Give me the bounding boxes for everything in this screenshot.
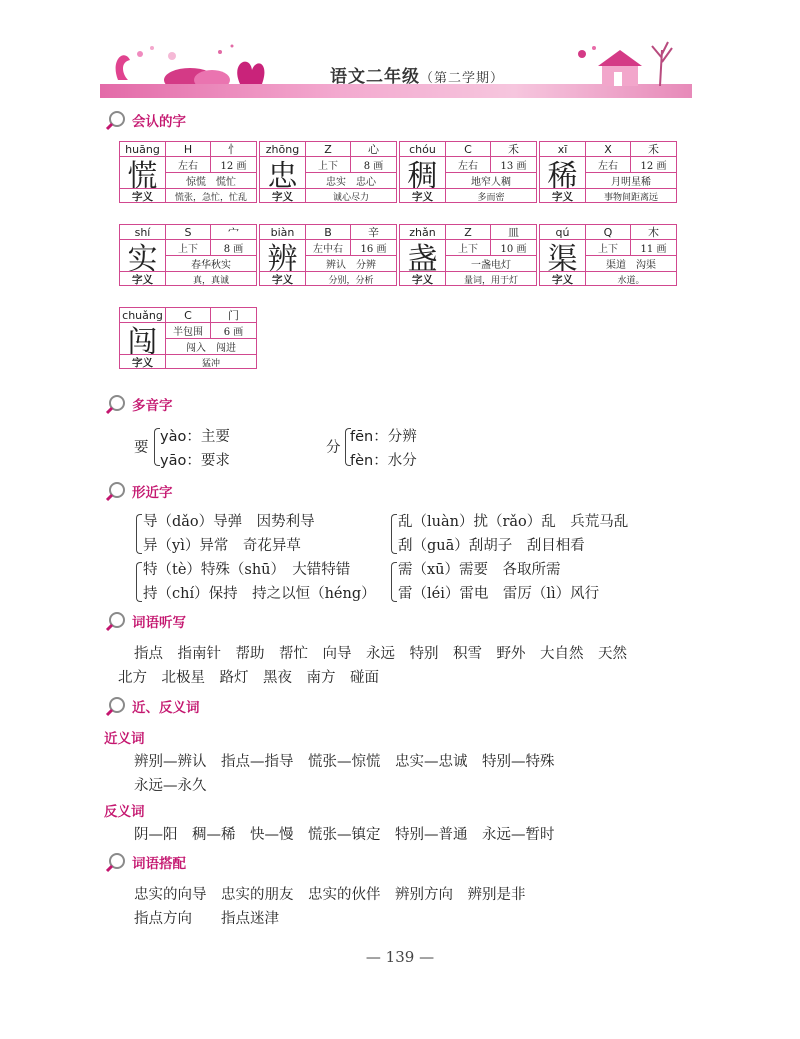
card-char: 慌 [120, 157, 166, 188]
polyphone-reading: fèn：水分 [350, 453, 417, 469]
magnifier-icon [104, 480, 130, 502]
card-char: 盏 [400, 240, 446, 271]
brace [136, 514, 142, 554]
similar-line: 乱（luàn）扰（rǎo）乱 兵荒马乱 [398, 514, 629, 530]
brace [136, 562, 142, 602]
similar-line: 异（yì）异常 奇花异草 [143, 538, 301, 554]
polyphone-reading: fēn：分辨 [350, 429, 417, 445]
polyphone-reading: yāo：要求 [160, 453, 230, 469]
polyphone-char: 分 [326, 440, 341, 456]
card-char: 辨 [260, 240, 306, 271]
decoration-left-icon [100, 40, 290, 88]
synonym-line: 永远—永久 [134, 778, 207, 794]
section-synant-heading: 近、反义词 [104, 694, 200, 718]
section-polyphone-heading: 多音字 [104, 392, 173, 416]
similar-line: 特（tè）特殊（shū） 大错特错 [143, 562, 351, 578]
card-char: 稠 [400, 157, 446, 188]
section-similar-heading: 形近字 [104, 479, 173, 503]
similar-line: 雷（léi）雷电 雷厉（lì）风行 [398, 586, 600, 602]
brace [391, 514, 397, 554]
collocation-line: 指点方向 指点迷津 [134, 911, 279, 927]
char-card-zhong: zhōng Z 心 忠 上下 8 画 忠实 忠心 字义 诚心尽力 [259, 141, 397, 203]
char-card-zhan: zhǎn Z 皿 盏 上下 10 画 一盏电灯 字义 量词，用于灯 [399, 224, 537, 286]
magnifier-icon [104, 695, 130, 717]
char-card-qu: qú Q 木 渠 上下 11 画 渠道 沟渠 字义 水道。 [539, 224, 677, 286]
page-header-title: 语文二年级（第二学期） [330, 67, 505, 87]
antonyms-label: 反义词 [104, 804, 145, 820]
char-card-chou: chóu C 禾 稠 左右 13 画 地窄人稠 字义 多而密 [399, 141, 537, 203]
similar-line: 需（xū）需要 各取所需 [398, 562, 561, 578]
char-card-huang: huāng H 忄 慌 左右 12 画 惊慌 慌忙 字义 慌张，急忙，忙乱 [119, 141, 257, 203]
similar-line: 刮（guā）刮胡子 刮目相看 [398, 538, 585, 554]
header-banner [100, 40, 692, 102]
section-recognize-heading: 会认的字 [104, 108, 186, 132]
card-char: 闯 [120, 323, 166, 354]
synonyms-label: 近义词 [104, 731, 145, 747]
card-char: 实 [120, 240, 166, 271]
polyphone-reading: yào：主要 [160, 429, 230, 445]
similar-line: 导（dǎo）导弹 因势利导 [143, 514, 315, 530]
section-collocation-heading: 词语搭配 [104, 850, 186, 874]
similar-line: 持（chí）保持 持之以恒（héng） [143, 586, 376, 602]
char-card-shi: shí S 宀 实 上下 8 画 春华秋实 字义 真，真诚 [119, 224, 257, 286]
section-dictation-heading: 词语听写 [104, 609, 186, 633]
magnifier-icon [104, 109, 130, 131]
card-char: 忠 [260, 157, 306, 188]
char-card-xi: xī X 禾 稀 左右 12 画 月明星稀 字义 事物间距离远 [539, 141, 677, 203]
page-number: — 139 — [365, 948, 435, 966]
collocation-line: 忠实的向导 忠实的朋友 忠实的伙伴 辨别方向 辨别是非 [134, 887, 526, 903]
magnifier-icon [104, 393, 130, 415]
house-tree-icon [572, 40, 692, 90]
char-card-chuang: chuǎng C 门 闯 半包围 6 画 闯入 闯进 字义 猛冲 [119, 307, 257, 369]
antonym-line: 阴—阳 稠—稀 快—慢 慌张—镇定 特别—普通 永远—暂时 [134, 827, 555, 843]
brace [391, 562, 397, 602]
polyphone-char: 要 [134, 440, 149, 456]
magnifier-icon [104, 851, 130, 873]
magnifier-icon [104, 610, 130, 632]
dictation-line: 北方 北极星 路灯 黑夜 南方 碰面 [118, 670, 379, 686]
dictation-line: 指点 指南针 帮助 帮忙 向导 永远 特别 积雪 野外 大自然 天然 [134, 646, 627, 662]
synonym-line: 辨别—辨认 指点—指导 慌张—惊慌 忠实—忠诚 特别—特殊 [134, 754, 555, 770]
card-char: 渠 [540, 240, 586, 271]
card-char: 稀 [540, 157, 586, 188]
char-card-bian: biàn B 辛 辨 左中右 16 画 辨认 分辨 字义 分别，分析 [259, 224, 397, 286]
